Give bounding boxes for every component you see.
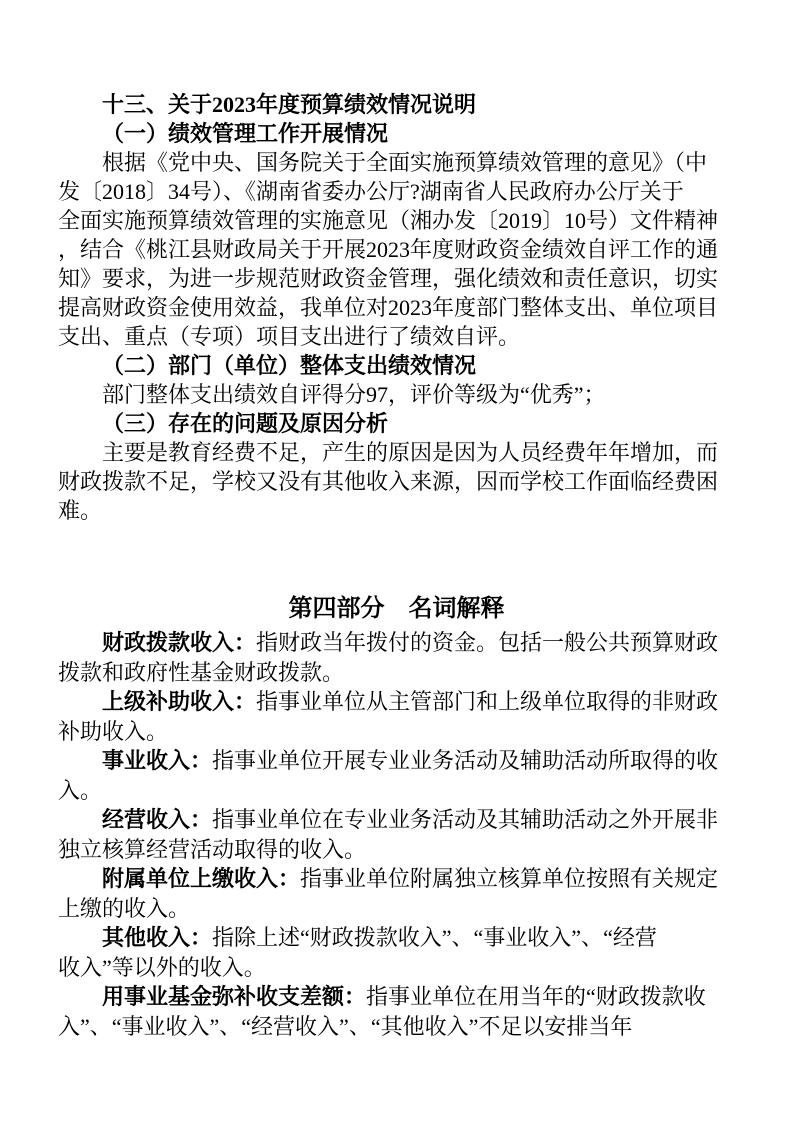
text-segment: 入”、“事业收入”、“经营收入”、“其他收入”不足以安排当年 — [58, 1013, 633, 1039]
text-segment: 指事业单位附属独立核算单位按照有关规定 — [300, 866, 719, 891]
text-line — [58, 235, 730, 264]
text-line — [58, 148, 730, 177]
text-line — [58, 982, 730, 1012]
text-line — [58, 923, 730, 953]
text-line — [58, 496, 730, 525]
text-line — [58, 293, 730, 322]
text-segment: 全面实施预算绩效管理的实施意见（湘办发〔2019〕10号）文件精神 — [58, 208, 719, 233]
text-segment: 上缴的收入。 — [58, 895, 191, 921]
text-line — [58, 90, 730, 119]
bold-term: 事业收入： — [102, 748, 213, 773]
text-line — [58, 438, 730, 467]
text-segment: 收入”等以外的收入。 — [58, 954, 266, 980]
text-segment: 独立核算经营活动取得的收入。 — [58, 836, 367, 862]
bold-term: （一）绩效管理工作开展情况 — [102, 121, 389, 146]
bold-term: 财政拨款收入： — [102, 630, 257, 655]
section-budget-performance — [58, 90, 730, 525]
text-segment: 支出、重点（专项）项目支出进行了绩效自评。 — [58, 324, 521, 349]
text-line — [58, 864, 730, 894]
text-line — [58, 380, 730, 409]
bold-term: 用事业基金弥补收支差额： — [102, 984, 367, 1009]
text-line — [58, 687, 730, 717]
text-line — [58, 835, 730, 865]
text-segment: 入。 — [58, 777, 103, 803]
text-segment: 指事业单位在用当年的“财政拨款收 — [366, 984, 706, 1009]
text-line — [58, 351, 730, 380]
text-segment: 根据《党中央、国务院关于全面实施预算绩效管理的意见》（中 — [102, 150, 708, 175]
bold-term: 附属单位上缴收入： — [102, 866, 301, 891]
text-segment: 提高财政资金使用效益，我单位对2023年度部门整体支出、单位项目 — [58, 295, 719, 320]
text-line — [58, 322, 730, 351]
section-glossary — [58, 628, 730, 1041]
bold-term: 上级补助收入： — [102, 689, 257, 714]
bold-term: （二）部门（单位）整体支出绩效情况 — [102, 353, 477, 378]
text-segment: ，结合《桃江县财政局关于开展2023年度财政资金绩效自评工作的通 — [58, 237, 719, 262]
text-segment: 指事业单位开展专业业务活动及辅助活动所取得的收 — [212, 748, 719, 773]
text-segment: 部门整体支出绩效自评得分97，评价等级为“优秀”； — [102, 382, 606, 407]
text-line — [58, 717, 730, 747]
text-line — [58, 409, 730, 438]
text-segment: 补助收入。 — [58, 718, 169, 744]
text-segment: 难。 — [58, 498, 103, 523]
text-segment: 拨款和政府性基金财政拨款。 — [58, 659, 345, 685]
text-line — [58, 628, 730, 658]
bold-term: 十三、关于2023年度预算绩效情况说明 — [102, 92, 477, 117]
section4-title: 第四部分 名词解释 — [288, 596, 505, 622]
text-line — [58, 746, 730, 776]
text-line — [58, 264, 730, 293]
text-line — [58, 658, 730, 688]
text-segment: 财政拨款不足，学校又没有其他收入来源，因而学校工作面临经费困 — [58, 469, 719, 494]
bold-term: （三）存在的问题及原因分析 — [102, 411, 389, 436]
text-segment: 指事业单位在专业业务活动及其辅助活动之外开展非 — [212, 807, 719, 832]
text-segment: 指除上述“财政拨款收入”、“事业收入”、“经营 — [212, 925, 657, 950]
text-line — [58, 1012, 730, 1042]
text-line — [58, 805, 730, 835]
text-line — [58, 894, 730, 924]
bold-term: 其他收入： — [102, 925, 213, 950]
text-segment: 知》要求，为进一步规范财政资金管理，强化绩效和责任意识，切实 — [58, 266, 719, 291]
text-line — [58, 776, 730, 806]
text-segment: 主要是教育经费不足，产生的原因是因为人员经费年年增加，而 — [102, 440, 719, 465]
text-segment: 指财政当年拨付的资金。包括一般公共预算财政 — [256, 630, 719, 655]
text-line — [58, 206, 730, 235]
text-segment: 指事业单位从主管部门和上级单位取得的非财政 — [256, 689, 719, 714]
text-line — [58, 953, 730, 983]
bold-term: 经营收入： — [102, 807, 213, 832]
text-line — [58, 177, 730, 206]
text-segment: 发〔2018〕34号）、《湖南省委办公厅?湖南省人民政府办公厅关于 — [58, 179, 684, 204]
text-line — [58, 467, 730, 496]
text-line — [58, 119, 730, 148]
